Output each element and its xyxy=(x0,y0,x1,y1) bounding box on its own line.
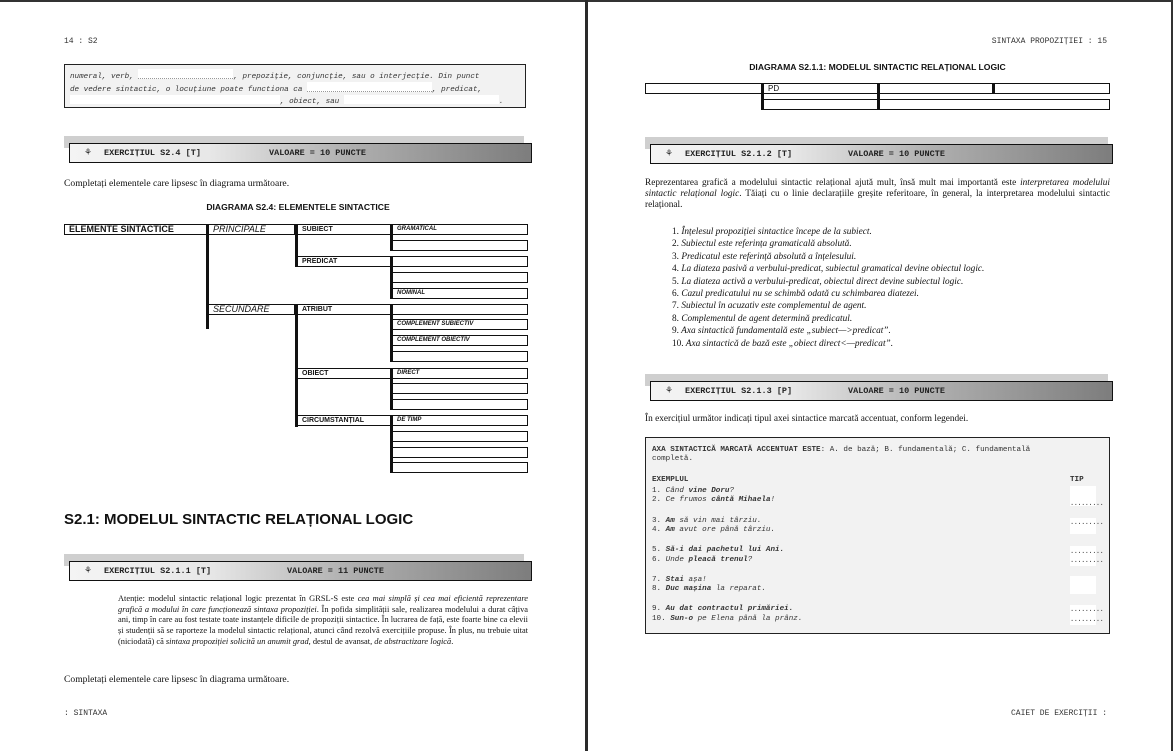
exercise-title: EXERCIȚIUL S2.1.1 [T] xyxy=(104,566,212,576)
diagram-empty-cell[interactable] xyxy=(392,383,528,394)
statement-text: Înțelesul propoziției sintactice începe de la subiect. xyxy=(681,227,872,237)
diagram-empty-cell[interactable] xyxy=(392,304,528,315)
diagram-nominal-cell: NOMINAL xyxy=(392,288,528,299)
page-footer: CAIET DE EXERCIȚII : xyxy=(1010,709,1107,718)
exercise-banner-s2-1-2 xyxy=(645,137,1113,167)
diagram-de-timp-cell: DE TIMP xyxy=(392,415,528,426)
blank-field[interactable] xyxy=(344,95,499,104)
example-number: 8. xyxy=(652,585,662,593)
instruction-text: În exercițiul următor indicați tipul axei sintactice marcată accentuat, conform legendei. xyxy=(645,414,969,424)
blank-field[interactable] xyxy=(138,69,233,79)
text-run-emphasis: sintaxa propoziției solicită un anumit grad xyxy=(165,636,309,646)
statement-text: Predicatul este referință absolută a înțelesului. xyxy=(681,251,857,262)
example-text-marked: Am xyxy=(661,517,675,525)
statement-text: La diateza pasivă a verbului-predicat, subiectul gramatical devine obiectul logic. xyxy=(681,264,985,275)
example-text: Unde xyxy=(661,556,689,564)
text-run: Atenție: modelul sintactic relațional logic prezentat în GRSL-S este xyxy=(118,594,358,603)
diagram-title: DIAGRAMA S2.4: ELEMENTELE SINTACTICE xyxy=(206,202,390,212)
diagram-empty-cell[interactable] xyxy=(392,431,528,442)
fill-in-text-box xyxy=(64,64,526,108)
right-page xyxy=(588,0,1171,751)
diagram-empty-cell[interactable] xyxy=(879,83,994,94)
example-text-marked: pleacă trenul xyxy=(688,556,748,564)
example-text: Când xyxy=(661,487,689,495)
fill-text: numeral, verb, xyxy=(70,73,139,81)
example-item xyxy=(652,496,775,506)
example-text: la reparat. xyxy=(711,585,766,593)
statement-text: Axa sintactică de bază este „obiect direct<—predicat”. xyxy=(685,338,894,349)
statement-number: 8. xyxy=(672,313,679,324)
exercise-value: VALOARE = 10 PUNCTE xyxy=(848,386,945,396)
tip-header: TIP xyxy=(1070,476,1084,484)
brain-icon: ⚘ xyxy=(84,566,92,577)
tip-placeholder: ......... xyxy=(1070,500,1104,508)
tip-placeholder: ......... xyxy=(1070,519,1104,527)
text-run: , destul de avansat, xyxy=(308,636,375,646)
diagram-empty-cell[interactable] xyxy=(392,399,528,410)
statement-item[interactable] xyxy=(672,238,984,250)
example-text-marked: vine Doru xyxy=(688,487,730,495)
diagram-complement-obiectiv-cell: COMPLEMENT OBIECTIV xyxy=(392,335,528,346)
fill-text: . xyxy=(498,98,504,106)
diagram-obiect-cell: OBIECT xyxy=(297,368,391,379)
brain-icon: ⚘ xyxy=(665,149,673,160)
statement-item[interactable] xyxy=(672,338,984,350)
statement-text: Subiectul este referința gramaticală absolută. xyxy=(681,239,852,250)
exercise-value: VALOARE = 10 PUNCTE xyxy=(848,149,945,159)
text-run: Reprezentarea grafică a modelului sintactic relațional ajută mult, însă mult mai importantă este xyxy=(645,178,1021,188)
intro-paragraph xyxy=(645,178,1110,211)
diagram-circumstantial-cell: CIRCUMSTANȚIAL xyxy=(297,415,391,426)
example-item xyxy=(652,585,766,595)
statement-number: 7. xyxy=(672,301,679,312)
text-run-emphasis: de abstractizare logică xyxy=(374,636,452,646)
example-text: Ce frumos xyxy=(661,496,712,504)
example-item xyxy=(652,615,802,625)
example-text-marked: cântă Mihaela xyxy=(711,496,771,504)
example-text-marked: Am xyxy=(661,526,675,534)
example-item xyxy=(652,556,752,566)
statement-number: 5. xyxy=(672,276,679,287)
brain-icon: ⚘ xyxy=(84,148,92,159)
section-title: S2.1: MODELUL SINTACTIC RELAȚIONAL LOGIC xyxy=(64,511,414,528)
example-text: avut ore până târziu. xyxy=(674,526,776,534)
example-text: ? xyxy=(729,487,735,495)
fill-text: , prepoziție, conjuncție, sau o interjecție. Din punct xyxy=(233,73,480,81)
diagram-title: DIAGRAMA S2.1.1: MODELUL SINTACTIC RELAȚIONAL LOGIC xyxy=(749,62,1006,72)
page-footer: : SINTAXA xyxy=(64,709,108,718)
diagram-root-cell: ELEMENTE SINTACTICE xyxy=(64,224,207,235)
instruction-text: Completați elementele care lipsesc în diagrama următoare. xyxy=(64,674,290,685)
example-number: 10. xyxy=(652,615,666,623)
statement-item[interactable] xyxy=(672,313,984,325)
exercise-value: VALOARE = 11 PUNCTE xyxy=(287,566,384,576)
example-number: 6. xyxy=(652,556,662,564)
statement-number: 1. xyxy=(672,227,679,237)
example-item xyxy=(652,526,775,536)
statement-number: 4. xyxy=(672,264,679,275)
statement-text: Cazul predicatului nu se schimbă odată cu schimbarea diatezei. xyxy=(681,289,919,300)
text-run: . Tăiați cu o linie declarațiile greșite referitoare, în general, la interpretarea modelului sintactic relațional. xyxy=(645,189,1111,210)
example-number: 4. xyxy=(652,526,662,534)
diagram-empty-cell[interactable] xyxy=(763,99,878,110)
statement-item[interactable] xyxy=(672,276,984,288)
diagram-empty-cell[interactable] xyxy=(392,240,528,251)
diagram-complement-subiectiv-cell: COMPLEMENT SUBIECTIV xyxy=(392,319,528,330)
blank-field[interactable] xyxy=(307,82,432,92)
example-number: 2. xyxy=(652,496,662,504)
diagram-atribut-cell: ATRIBUT xyxy=(297,304,391,315)
fill-text: de vedere sintactic, o locuțiune poate functiona ca xyxy=(70,86,307,94)
example-number: 9. xyxy=(652,605,662,613)
diagram-empty-cell[interactable] xyxy=(392,272,528,283)
text-run-emphasis: interpretarea modelului sintactic relațional logic xyxy=(645,178,1110,199)
blank-field[interactable] xyxy=(70,95,280,104)
statement-item[interactable] xyxy=(672,251,984,263)
diagram-empty-cell[interactable] xyxy=(994,83,1110,94)
statement-number: 10. xyxy=(672,338,684,349)
statement-item[interactable] xyxy=(672,288,984,300)
example-text: ? xyxy=(747,556,753,564)
page-header: SINTAXA PROPOZIȚIEI : 15 xyxy=(991,37,1107,46)
example-number: 5. xyxy=(652,546,662,554)
statement-text: Complementul de agent determină predicatul. xyxy=(681,313,853,324)
examples-header: EXEMPLUL xyxy=(652,476,689,484)
diagram-empty-cell[interactable] xyxy=(392,256,528,267)
statement-item[interactable] xyxy=(672,226,984,238)
text-run-emphasis: cea mai simplă și cea mai eficientă reprezentare grafică a modului în care funcționează sintaxa propoziției xyxy=(118,594,528,614)
example-number: 7. xyxy=(652,576,662,584)
statement-number: 2. xyxy=(672,239,679,250)
statement-text: Axa sintactică fundamentală este „subiect—>predicat”. xyxy=(681,326,891,337)
tip-placeholder: ......... xyxy=(1070,616,1104,624)
diagram-empty-cell[interactable] xyxy=(645,83,762,94)
diagram-pd-cell: PD xyxy=(763,83,878,94)
example-text: pe Elena până la prânz. xyxy=(693,615,803,623)
tip-placeholder: ......... xyxy=(1070,606,1104,614)
exercise-title: EXERCIȚIUL S2.1.2 [T] xyxy=(685,149,793,159)
exercise-title: EXERCIȚIUL S2.4 [T] xyxy=(104,148,201,158)
examples-box xyxy=(645,437,1110,634)
exercise-banner-s2-1-3 xyxy=(645,374,1113,404)
diagram-direct-cell: DIRECT xyxy=(392,368,528,379)
statement-text: Subiectul în acuzativ este complementul de agent. xyxy=(681,301,867,312)
instruction-text: Completați elementele care lipsesc în diagrama următoare. xyxy=(64,178,290,189)
example-text-marked: Sun-o xyxy=(665,615,694,623)
tip-placeholder: ......... xyxy=(1070,557,1104,565)
example-item xyxy=(652,546,784,556)
example-text-marked: Duc mașina xyxy=(661,585,712,593)
example-item xyxy=(652,605,793,615)
statement-number: 6. xyxy=(672,289,679,300)
example-text-marked: Să-i dai pachetul lui Ani. xyxy=(661,546,785,554)
diagram-empty-cell[interactable] xyxy=(879,99,1110,110)
tip-placeholder: ......... xyxy=(1070,548,1104,556)
legend-options: : A. de bază; B. fundamentală; C. fundamentală xyxy=(820,446,1031,454)
example-number: 3. xyxy=(652,517,662,525)
fill-text: , predicat, xyxy=(431,86,483,94)
attention-paragraph xyxy=(118,594,528,648)
example-text-marked: Au dat contractul primăriei. xyxy=(661,605,794,613)
left-page xyxy=(0,0,585,751)
exercise-banner-s2-1-1 xyxy=(64,554,532,584)
diagram-predicat-cell: PREDICAT xyxy=(297,256,391,267)
statement-number: 9. xyxy=(672,326,679,337)
exercise-banner-s2-4 xyxy=(64,136,532,166)
diagram-empty-cell[interactable] xyxy=(392,447,528,458)
statement-item[interactable] xyxy=(672,300,984,312)
tip-answer-field[interactable] xyxy=(1070,576,1096,594)
exercise-value: VALOARE = 10 PUNCTE xyxy=(269,148,366,158)
example-text: așa! xyxy=(683,576,707,584)
fill-text: , obiect, sau xyxy=(280,98,344,106)
text-run: . În pofida simplității sale, realizarea modelului a durat câțiva ani, timp în care au fost testate toate instanțele dificile de propoziții sintactice. În lucrarea de față, este foarte bine ca elevii și studenții să se raporteze la modelul sintactic relațional, atunci când rezolvă exercițiile propuse. În plus, nu trebuie uitat (niciodată) că xyxy=(118,604,528,646)
example-number: 1. xyxy=(652,487,662,495)
diagram-gramatical-cell: GRAMATICAL xyxy=(392,224,528,235)
text-run: . xyxy=(451,636,454,646)
example-text: să vin mai târziu. xyxy=(674,517,762,525)
statements-list xyxy=(672,226,984,350)
exercise-title: EXERCIȚIUL S2.1.3 [P] xyxy=(685,386,793,396)
brain-icon: ⚘ xyxy=(665,386,673,397)
diagram-secundare-cell: SECUNDARE xyxy=(208,304,295,315)
statement-number: 3. xyxy=(672,251,679,262)
statement-text: La diateza activă a verbului-predicat, obiectul direct devine subiectul logic. xyxy=(681,276,964,287)
statement-item[interactable] xyxy=(672,325,984,337)
page-header: 14 : S2 xyxy=(64,37,98,46)
legend-options-cont: completă. xyxy=(652,455,694,463)
example-text-marked: Stai xyxy=(661,576,684,584)
diagram-subiect-cell: SUBIECT xyxy=(297,224,391,235)
statement-item[interactable] xyxy=(672,263,984,275)
diagram-principale-cell: PRINCIPALE xyxy=(208,224,295,235)
legend-label: AXA SINTACTICĂ MARCATĂ ACCENTUAT ESTE xyxy=(652,446,821,454)
example-text: ! xyxy=(770,496,776,504)
diagram-empty-cell[interactable] xyxy=(392,462,528,473)
diagram-empty-cell[interactable] xyxy=(392,351,528,362)
